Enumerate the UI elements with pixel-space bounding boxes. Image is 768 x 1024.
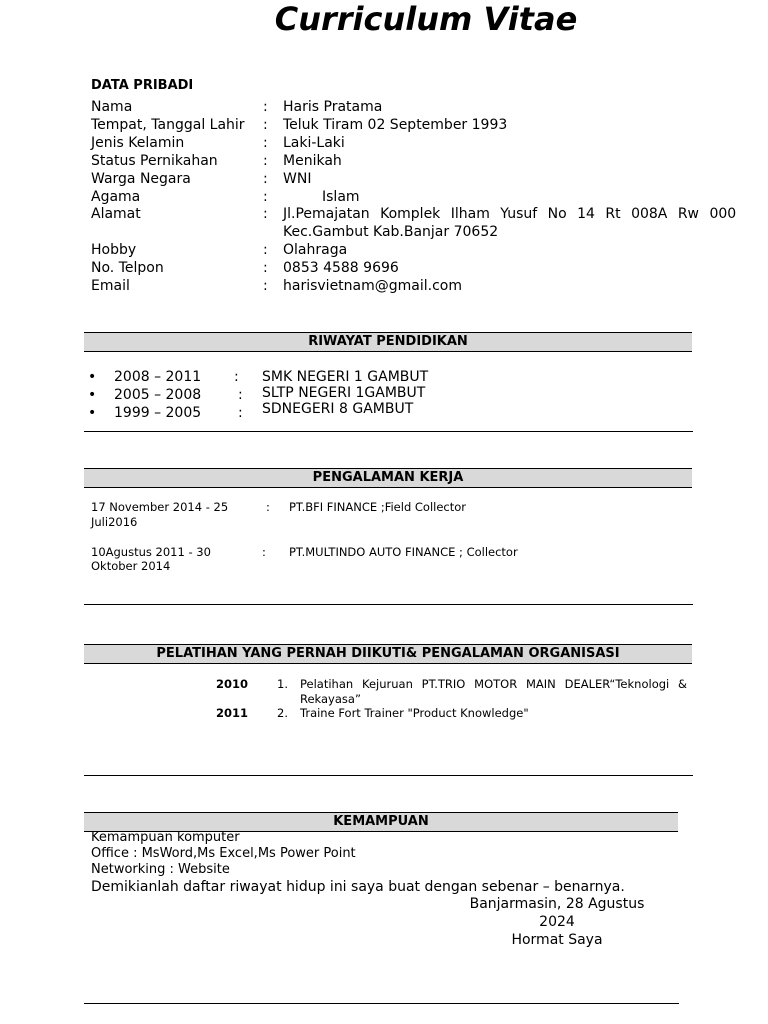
field-value: WNI (283, 171, 312, 187)
field-colon: : (263, 242, 268, 258)
skill-line: Office : MsWord,Ms Excel,Ms Power Point (91, 846, 356, 861)
work-item (0, 545, 768, 575)
field-label: Jenis Kelamin (91, 135, 185, 151)
field-label: Nama (91, 99, 133, 115)
work-heading: PENGALAMAN KERJA (84, 468, 692, 488)
personal-row-citizenship (0, 170, 768, 188)
field-colon: : (263, 278, 268, 294)
work-detail: PT.MULTINDO AUTO FINANCE ; Collector (289, 545, 518, 559)
field-label: No. Telpon (91, 260, 164, 276)
divider (84, 775, 693, 776)
closing-statement: Demikianlah daftar riwayat hidup ini saya buat dengan sebenar – benarnya. (91, 879, 625, 895)
personal-row-hobby (0, 241, 768, 259)
training-text-line2: Rekayasa” (300, 692, 361, 706)
regards: Hormat Saya (511, 932, 603, 948)
education-school: SDNEGERI 8 GAMBUT (262, 401, 414, 417)
field-value: Islam (322, 189, 360, 205)
field-colon: : (263, 260, 268, 276)
training-text-line1: Traine Fort Trainer "Product Knowledge" (300, 706, 529, 720)
field-colon: : (263, 135, 268, 151)
personal-row-address (0, 205, 768, 241)
field-colon: : (263, 189, 268, 205)
education-period: 2005 – 2008 (114, 387, 202, 403)
education-item (0, 401, 768, 422)
field-colon: : (263, 153, 268, 169)
field-value: Laki-Laki (283, 135, 345, 151)
personal-row-marital (0, 152, 768, 170)
work-detail: PT.BFI FINANCE ;Field Collector (289, 500, 467, 514)
field-label: Alamat (91, 206, 141, 222)
personal-row-name (0, 98, 768, 116)
divider (84, 431, 693, 432)
education-period: 2008 – 2011 (114, 369, 202, 385)
field-colon: : (263, 206, 268, 222)
field-label: Email (91, 278, 130, 294)
personal-row-religion (0, 188, 768, 206)
field-colon: : (266, 500, 270, 514)
skills-heading: KEMAMPUAN (84, 812, 678, 832)
training-item (0, 677, 768, 707)
field-value-line2: Kec.Gambut Kab.Banjar 70652 (283, 224, 499, 240)
field-label: Hobby (91, 242, 137, 258)
training-number: 2. (277, 706, 288, 720)
field-colon: : (263, 171, 268, 187)
divider (84, 604, 693, 605)
training-heading: PELATIHAN YANG PERNAH DIIKUTI& PENGALAMAN ORGANISASI (84, 644, 692, 664)
page-title: Curriculum Vitae (274, 0, 578, 38)
education-period: 1999 – 2005 (114, 405, 202, 421)
field-label: Tempat, Tanggal Lahir (91, 117, 245, 133)
training-text-line1: Pelatihan Kejuruan PT.TRIO MOTOR MAIN DEALER“Teknologi & (300, 677, 687, 691)
field-colon: : (238, 387, 243, 403)
place-date-line2: 2024 (539, 914, 575, 930)
field-value-line1: Jl.Pemajatan Komplek Ilham Yusuf No 14 Rt 008A Rw 000 (283, 206, 737, 222)
field-colon: : (234, 369, 239, 385)
skill-line: Kemampuan komputer (91, 830, 240, 845)
education-heading: RIWAYAT PENDIDIKAN (84, 332, 692, 352)
skill-line: Networking : Website (91, 862, 230, 877)
work-period-line2: Juli2016 (91, 515, 138, 529)
personal-row-birth (0, 116, 768, 134)
field-value: Teluk Tiram 02 September 1993 (283, 117, 508, 133)
place-date-line1: Banjarmasin, 28 Agustus (469, 896, 645, 912)
personal-row-gender (0, 134, 768, 152)
bullet-icon: • (88, 369, 97, 385)
work-period-line2: Oktober 2014 (91, 559, 171, 573)
bullet-icon: • (88, 405, 97, 421)
field-label: Status Pernikahan (91, 153, 218, 169)
signature-line (84, 1003, 679, 1004)
field-colon: : (263, 117, 268, 133)
training-number: 1. (277, 677, 288, 691)
field-label: Agama (91, 189, 141, 205)
field-value: harisvietnam@gmail.com (283, 278, 462, 294)
training-year: 2010 (216, 677, 249, 691)
field-colon: : (262, 545, 266, 559)
personal-row-phone (0, 259, 768, 277)
training-item (0, 706, 768, 721)
bullet-icon: • (88, 387, 97, 403)
field-value: 0853 4588 9696 (283, 260, 399, 276)
field-value: Olahraga (283, 242, 348, 258)
field-value: Menikah (283, 153, 342, 169)
personal-row-email (0, 277, 768, 295)
education-school: SLTP NEGERI 1GAMBUT (262, 385, 426, 401)
work-period-line1: 10Agustus 2011 - 30 (91, 545, 211, 559)
field-colon: : (263, 99, 268, 115)
training-year: 2011 (216, 706, 249, 720)
work-period-line1: 17 November 2014 - 25 (91, 500, 229, 514)
work-item (0, 500, 768, 530)
field-colon: : (238, 405, 243, 421)
field-value: Haris Pratama (283, 99, 383, 115)
personal-heading: DATA PRIBADI (91, 78, 194, 93)
field-label: Warga Negara (91, 171, 191, 187)
education-school: SMK NEGERI 1 GAMBUT (262, 369, 429, 385)
